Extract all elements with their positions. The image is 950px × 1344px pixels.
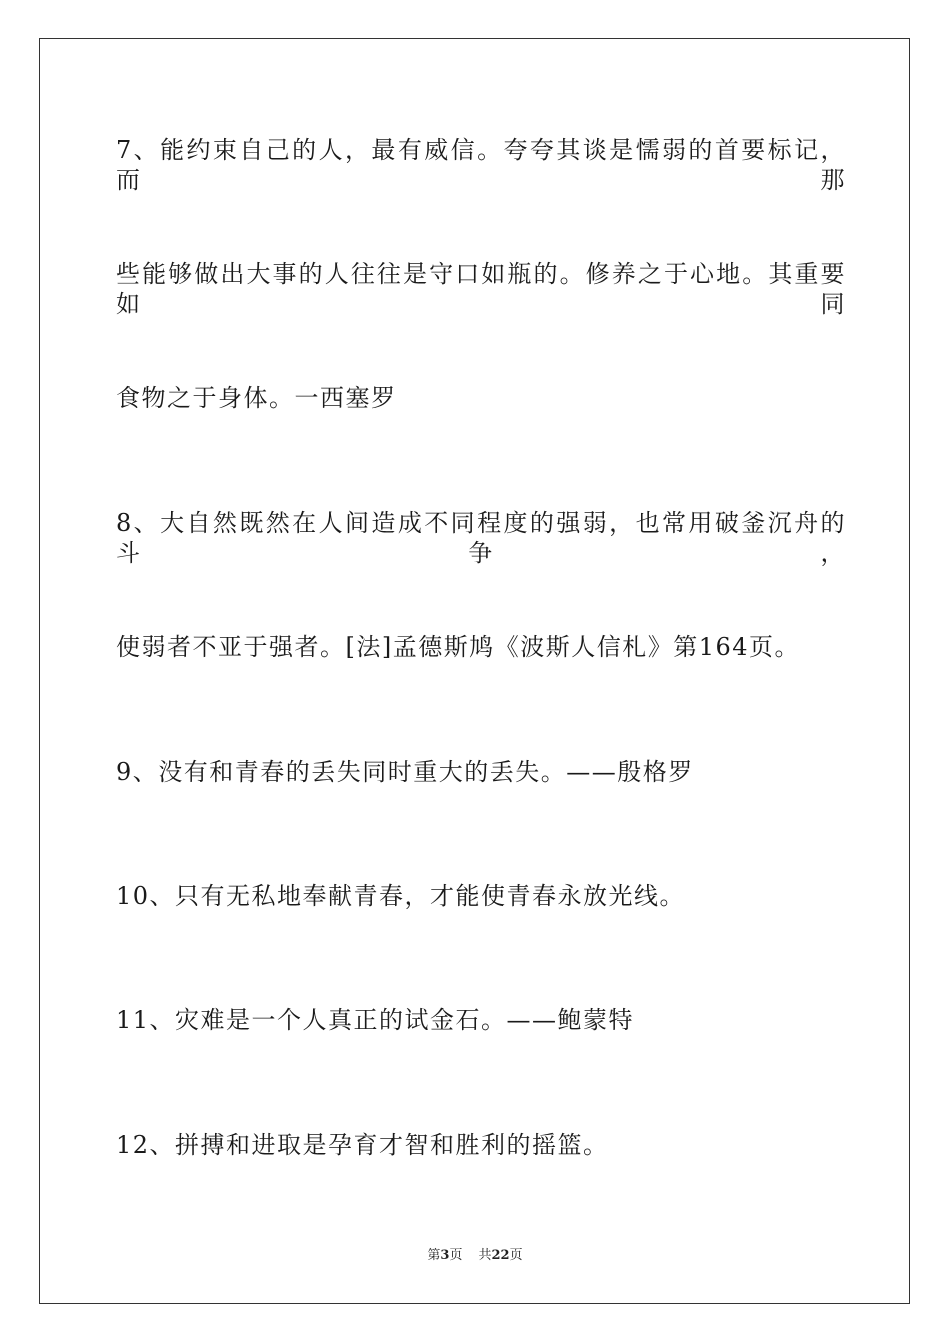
text-line-8: 11、灾难是一个人真正的试金石。——鲍蒙特 (116, 1006, 635, 1034)
text-line-9: 12、拼搏和进取是孕育才智和胜利的摇篮。 (116, 1131, 609, 1159)
text-line-7: 10、只有无私地奉献青春，才能使青春永放光线。 (116, 882, 686, 910)
footer-total-suffix: 页 (509, 1248, 523, 1263)
footer-page-prefix: 第 (427, 1248, 441, 1263)
text-line-2: 些能够做出大事的人往往是守口如瓶的。修养之于心地。其重要如同 (116, 260, 846, 318)
page-border (39, 38, 910, 1304)
footer-total-prefix: 共 (478, 1248, 492, 1263)
footer-page-suffix: 页 (449, 1248, 463, 1263)
footer-total-pages: 22 (491, 1248, 510, 1263)
text-line-3: 食物之于身体。一西塞罗 (116, 384, 397, 412)
text-line-6: 9、没有和青春的丢失同时重大的丢失。——殷格罗 (116, 758, 694, 786)
text-line-5: 使弱者不亚于强者。[法]孟德斯鸠《波斯人信札》第164页。 (116, 633, 801, 661)
footer-page-number: 3 (440, 1248, 450, 1263)
page-footer (0, 1246, 950, 1266)
text-line-4: 8、大自然既然在人间造成不同程度的强弱，也常用破釜沉舟的斗争， (116, 509, 846, 567)
text-line-1: 7、能约束自己的人，最有威信。夸夸其谈是懦弱的首要标记，而那 (116, 136, 846, 194)
